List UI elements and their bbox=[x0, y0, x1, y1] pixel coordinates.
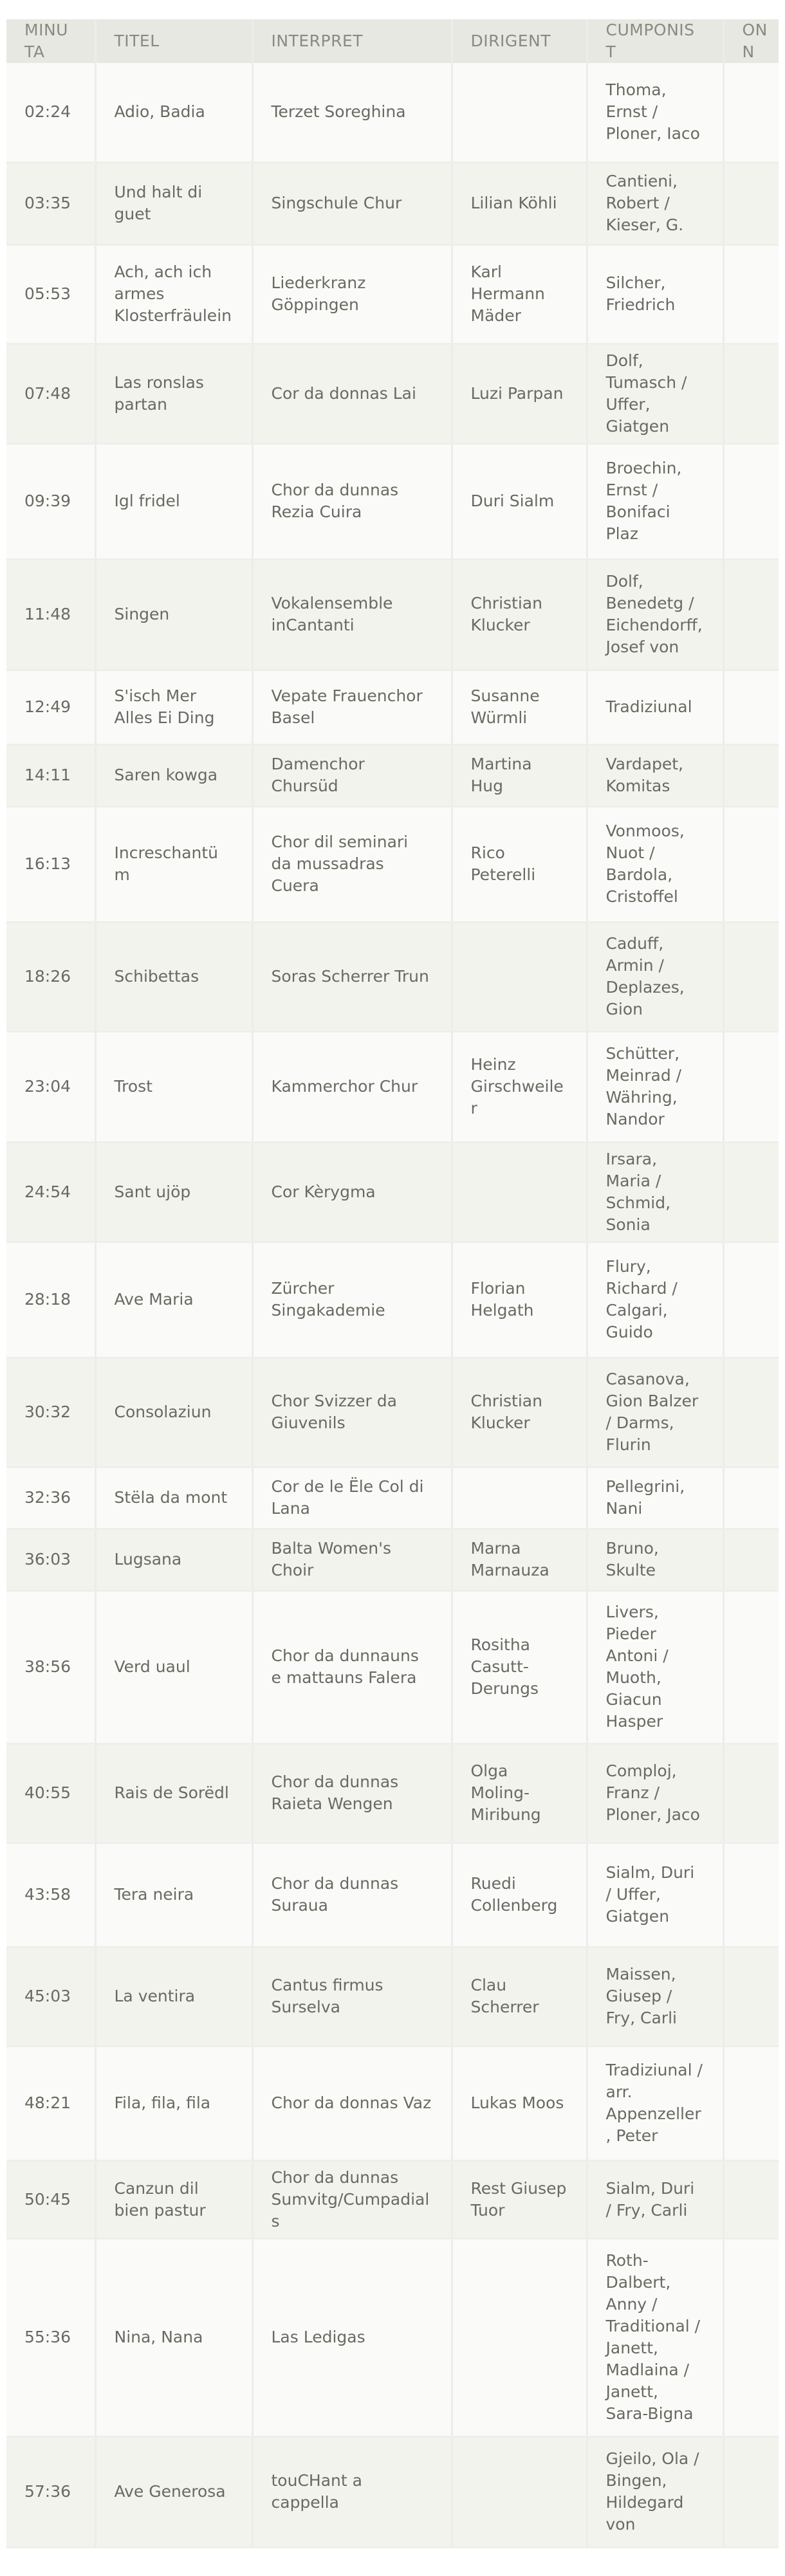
cell-dirigent: Susanne Würmli bbox=[452, 670, 587, 744]
cell-cumponist: Sialm, Duri / Uffer, Giatgen bbox=[587, 1843, 723, 1947]
cell-titel: Stëla da mont bbox=[95, 1467, 252, 1529]
cell-minuta: 38:56 bbox=[6, 1590, 95, 1743]
cell-dirigent bbox=[452, 2238, 587, 2436]
table-row bbox=[6, 1467, 779, 1529]
cell-titel: Nina, Nana bbox=[95, 2238, 252, 2436]
table-row bbox=[6, 344, 779, 443]
table-row bbox=[6, 922, 779, 1031]
playlist-table bbox=[6, 19, 779, 2548]
cell-onn bbox=[723, 1242, 779, 1357]
cell-onn bbox=[723, 1142, 779, 1242]
cell-titel: S'isch Mer Alles Ei Ding bbox=[95, 670, 252, 744]
cell-titel: Singen bbox=[95, 559, 252, 670]
cell-minuta: 24:54 bbox=[6, 1142, 95, 1242]
cell-minuta: 28:18 bbox=[6, 1242, 95, 1357]
cell-dirigent bbox=[452, 1142, 587, 1242]
cell-dirigent: Christian Klucker bbox=[452, 559, 587, 670]
cell-dirigent: Olga Moling-Miribung bbox=[452, 1743, 587, 1843]
table-row bbox=[6, 559, 779, 670]
column-header-dirigent: DIRIGENT bbox=[452, 19, 587, 63]
cell-titel: Igl fridel bbox=[95, 443, 252, 559]
cell-titel: Canzun dil bien pastur bbox=[95, 2160, 252, 2238]
column-header-titel: TITEL bbox=[95, 19, 252, 63]
table-row bbox=[6, 1242, 779, 1357]
cell-dirigent: Rositha Casutt-Derungs bbox=[452, 1590, 587, 1743]
cell-minuta: 43:58 bbox=[6, 1843, 95, 1947]
cell-cumponist: Maissen, Giusep / Fry, Carli bbox=[587, 1947, 723, 2046]
table-row bbox=[6, 162, 779, 244]
cell-onn bbox=[723, 63, 779, 162]
cell-titel: Ach, ach ich armes Klosterfräulein bbox=[95, 244, 252, 344]
table-row bbox=[6, 1947, 779, 2046]
cell-minuta: 05:53 bbox=[6, 244, 95, 344]
cell-cumponist: Dolf, Tumasch / Uffer, Giatgen bbox=[587, 344, 723, 443]
cell-onn bbox=[723, 670, 779, 744]
cell-titel: Tera neira bbox=[95, 1843, 252, 1947]
cell-cumponist: Schütter, Meinrad / Währing, Nandor bbox=[587, 1031, 723, 1142]
table-header-row bbox=[6, 19, 779, 63]
cell-dirigent: Rico Peterelli bbox=[452, 806, 587, 922]
cell-cumponist: Tradiziunal / arr. Appenzeller, Peter bbox=[587, 2046, 723, 2160]
table-row bbox=[6, 806, 779, 922]
cell-onn bbox=[723, 1467, 779, 1529]
cell-interpret: Vokalensemble inCantanti bbox=[252, 559, 452, 670]
column-header-interpret: INTERPRET bbox=[252, 19, 452, 63]
cell-minuta: 07:48 bbox=[6, 344, 95, 443]
cell-interpret: Cor Kèrygma bbox=[252, 1142, 452, 1242]
table-row bbox=[6, 1529, 779, 1590]
cell-interpret: Chor da dunnauns e mattauns Falera bbox=[252, 1590, 452, 1743]
cell-titel: Verd uaul bbox=[95, 1590, 252, 1743]
cell-onn bbox=[723, 922, 779, 1031]
cell-onn bbox=[723, 2160, 779, 2238]
cell-interpret: Balta Women's Choir bbox=[252, 1529, 452, 1590]
cell-minuta: 55:36 bbox=[6, 2238, 95, 2436]
cell-dirigent: Lukas Moos bbox=[452, 2046, 587, 2160]
cell-interpret: Chor da dunnas Sumvitg/Cumpadials bbox=[252, 2160, 452, 2238]
cell-onn bbox=[723, 2238, 779, 2436]
cell-minuta: 36:03 bbox=[6, 1529, 95, 1590]
cell-interpret: Cor da donnas Lai bbox=[252, 344, 452, 443]
cell-cumponist: Casanova, Gion Balzer / Darms, Flurin bbox=[587, 1357, 723, 1467]
cell-onn bbox=[723, 1357, 779, 1467]
table-row bbox=[6, 2046, 779, 2160]
cell-interpret: Las Ledigas bbox=[252, 2238, 452, 2436]
cell-cumponist: Comploj, Franz / Ploner, Jaco bbox=[587, 1743, 723, 1843]
cell-dirigent: Marna Marnauza bbox=[452, 1529, 587, 1590]
cell-minuta: 48:21 bbox=[6, 2046, 95, 2160]
cell-dirigent: Christian Klucker bbox=[452, 1357, 587, 1467]
cell-dirigent bbox=[452, 63, 587, 162]
cell-titel: Fila, fila, fila bbox=[95, 2046, 252, 2160]
column-header-minuta: MINUTA bbox=[6, 19, 95, 63]
cell-dirigent: Heinz Girschweiler bbox=[452, 1031, 587, 1142]
cell-minuta: 30:32 bbox=[6, 1357, 95, 1467]
column-header-cumponist: CUMPONIST bbox=[587, 19, 723, 63]
cell-interpret: Chor da dunnas Raieta Wengen bbox=[252, 1743, 452, 1843]
cell-interpret: Chor da donnas Vaz bbox=[252, 2046, 452, 2160]
cell-cumponist: Livers, Pieder Antoni / Muoth, Giacun Hasper bbox=[587, 1590, 723, 1743]
cell-cumponist: Thoma, Ernst / Ploner, Iaco bbox=[587, 63, 723, 162]
cell-dirigent: Duri Sialm bbox=[452, 443, 587, 559]
cell-interpret: Cantus firmus Surselva bbox=[252, 1947, 452, 2046]
cell-dirigent: Luzi Parpan bbox=[452, 344, 587, 443]
table-row bbox=[6, 670, 779, 744]
cell-onn bbox=[723, 1529, 779, 1590]
table-row bbox=[6, 744, 779, 806]
cell-titel: Ave Generosa bbox=[95, 2436, 252, 2547]
cell-titel: Ave Maria bbox=[95, 1242, 252, 1357]
cell-onn bbox=[723, 559, 779, 670]
cell-cumponist: Sialm, Duri / Fry, Carli bbox=[587, 2160, 723, 2238]
cell-minuta: 14:11 bbox=[6, 744, 95, 806]
cell-onn bbox=[723, 443, 779, 559]
cell-minuta: 40:55 bbox=[6, 1743, 95, 1843]
table-row bbox=[6, 1590, 779, 1743]
cell-minuta: 57:36 bbox=[6, 2436, 95, 2547]
cell-minuta: 32:36 bbox=[6, 1467, 95, 1529]
cell-titel: Und halt di guet bbox=[95, 162, 252, 244]
cell-minuta: 09:39 bbox=[6, 443, 95, 559]
cell-interpret: Damenchor Chursüd bbox=[252, 744, 452, 806]
cell-interpret: Chor dil seminari da mussadras Cuera bbox=[252, 806, 452, 922]
table-row bbox=[6, 443, 779, 559]
cell-dirigent: Florian Helgath bbox=[452, 1242, 587, 1357]
cell-dirigent: Clau Scherrer bbox=[452, 1947, 587, 2046]
cell-minuta: 03:35 bbox=[6, 162, 95, 244]
cell-cumponist: Silcher, Friedrich bbox=[587, 244, 723, 344]
cell-cumponist: Broechin, Ernst / Bonifaci Plaz bbox=[587, 443, 723, 559]
cell-onn bbox=[723, 1031, 779, 1142]
cell-minuta: 02:24 bbox=[6, 63, 95, 162]
cell-interpret: Zürcher Singakademie bbox=[252, 1242, 452, 1357]
cell-dirigent: Rest Giusep Tuor bbox=[452, 2160, 587, 2238]
cell-titel: Lugsana bbox=[95, 1529, 252, 1590]
cell-cumponist: Gjeilo, Ola / Bingen, Hildegard von bbox=[587, 2436, 723, 2547]
cell-interpret: Vepate Frauenchor Basel bbox=[252, 670, 452, 744]
table-row bbox=[6, 1142, 779, 1242]
cell-cumponist: Tradiziunal bbox=[587, 670, 723, 744]
cell-titel: Sant ujöp bbox=[95, 1142, 252, 1242]
cell-dirigent: Karl Hermann Mäder bbox=[452, 244, 587, 344]
cell-titel: Rais de Sorëdl bbox=[95, 1743, 252, 1843]
cell-onn bbox=[723, 344, 779, 443]
cell-cumponist: Bruno, Skulte bbox=[587, 1529, 723, 1590]
cell-dirigent bbox=[452, 2436, 587, 2547]
cell-minuta: 16:13 bbox=[6, 806, 95, 922]
cell-cumponist: Caduff, Armin / Deplazes, Gion bbox=[587, 922, 723, 1031]
cell-onn bbox=[723, 1843, 779, 1947]
cell-dirigent: Ruedi Collenberg bbox=[452, 1843, 587, 1947]
cell-interpret: Chor Svizzer da Giuvenils bbox=[252, 1357, 452, 1467]
cell-interpret: Kammerchor Chur bbox=[252, 1031, 452, 1142]
cell-onn bbox=[723, 1947, 779, 2046]
table-row bbox=[6, 1743, 779, 1843]
cell-titel: Las ronslas partan bbox=[95, 344, 252, 443]
cell-cumponist: Vonmoos, Nuot / Bardola, Cristoffel bbox=[587, 806, 723, 922]
cell-dirigent: Martina Hug bbox=[452, 744, 587, 806]
cell-interpret: Singschule Chur bbox=[252, 162, 452, 244]
cell-onn bbox=[723, 744, 779, 806]
cell-cumponist: Flury, Richard / Calgari, Guido bbox=[587, 1242, 723, 1357]
cell-interpret: Soras Scherrer Trun bbox=[252, 922, 452, 1031]
table-row bbox=[6, 244, 779, 344]
cell-onn bbox=[723, 162, 779, 244]
cell-minuta: 18:26 bbox=[6, 922, 95, 1031]
cell-dirigent: Lilian Köhli bbox=[452, 162, 587, 244]
cell-interpret: touCHant a cappella bbox=[252, 2436, 452, 2547]
cell-titel: Consolaziun bbox=[95, 1357, 252, 1467]
cell-titel: Schibettas bbox=[95, 922, 252, 1031]
cell-onn bbox=[723, 244, 779, 344]
cell-cumponist: Cantieni, Robert / Kieser, G. bbox=[587, 162, 723, 244]
cell-interpret: Chor da dunnas Suraua bbox=[252, 1843, 452, 1947]
cell-titel: Increschantüm bbox=[95, 806, 252, 922]
cell-titel: La ventira bbox=[95, 1947, 252, 2046]
cell-interpret: Terzet Soreghina bbox=[252, 63, 452, 162]
table-row bbox=[6, 2160, 779, 2238]
table-row bbox=[6, 1843, 779, 1947]
cell-onn bbox=[723, 806, 779, 922]
cell-minuta: 12:49 bbox=[6, 670, 95, 744]
column-header-onn: ONN bbox=[723, 19, 779, 63]
cell-cumponist: Roth-Dalbert, Anny / Traditional / Janett, Madlaina / Janett, Sara-Bigna bbox=[587, 2238, 723, 2436]
cell-minuta: 45:03 bbox=[6, 1947, 95, 2046]
cell-cumponist: Irsara, Maria / Schmid, Sonia bbox=[587, 1142, 723, 1242]
cell-onn bbox=[723, 2046, 779, 2160]
table-row bbox=[6, 63, 779, 162]
cell-titel: Trost bbox=[95, 1031, 252, 1142]
cell-interpret: Cor de le Ële Col di Lana bbox=[252, 1467, 452, 1529]
cell-titel: Saren kowga bbox=[95, 744, 252, 806]
cell-cumponist: Vardapet, Komitas bbox=[587, 744, 723, 806]
playlist-table-container bbox=[6, 19, 779, 2568]
table-row bbox=[6, 1031, 779, 1142]
table-row bbox=[6, 1357, 779, 1467]
cell-cumponist: Dolf, Benedetg / Eichendorff, Josef von bbox=[587, 559, 723, 670]
table-row bbox=[6, 2238, 779, 2436]
cell-interpret: Liederkranz Göppingen bbox=[252, 244, 452, 344]
cell-titel: Adio, Badia bbox=[95, 63, 252, 162]
cell-dirigent bbox=[452, 922, 587, 1031]
cell-dirigent bbox=[452, 1467, 587, 1529]
cell-interpret: Chor da dunnas Rezia Cuira bbox=[252, 443, 452, 559]
cell-onn bbox=[723, 1590, 779, 1743]
cell-minuta: 11:48 bbox=[6, 559, 95, 670]
table-row bbox=[6, 2436, 779, 2547]
cell-minuta: 50:45 bbox=[6, 2160, 95, 2238]
cell-onn bbox=[723, 1743, 779, 1843]
cell-onn bbox=[723, 2436, 779, 2547]
cell-cumponist: Pellegrini, Nani bbox=[587, 1467, 723, 1529]
cell-minuta: 23:04 bbox=[6, 1031, 95, 1142]
